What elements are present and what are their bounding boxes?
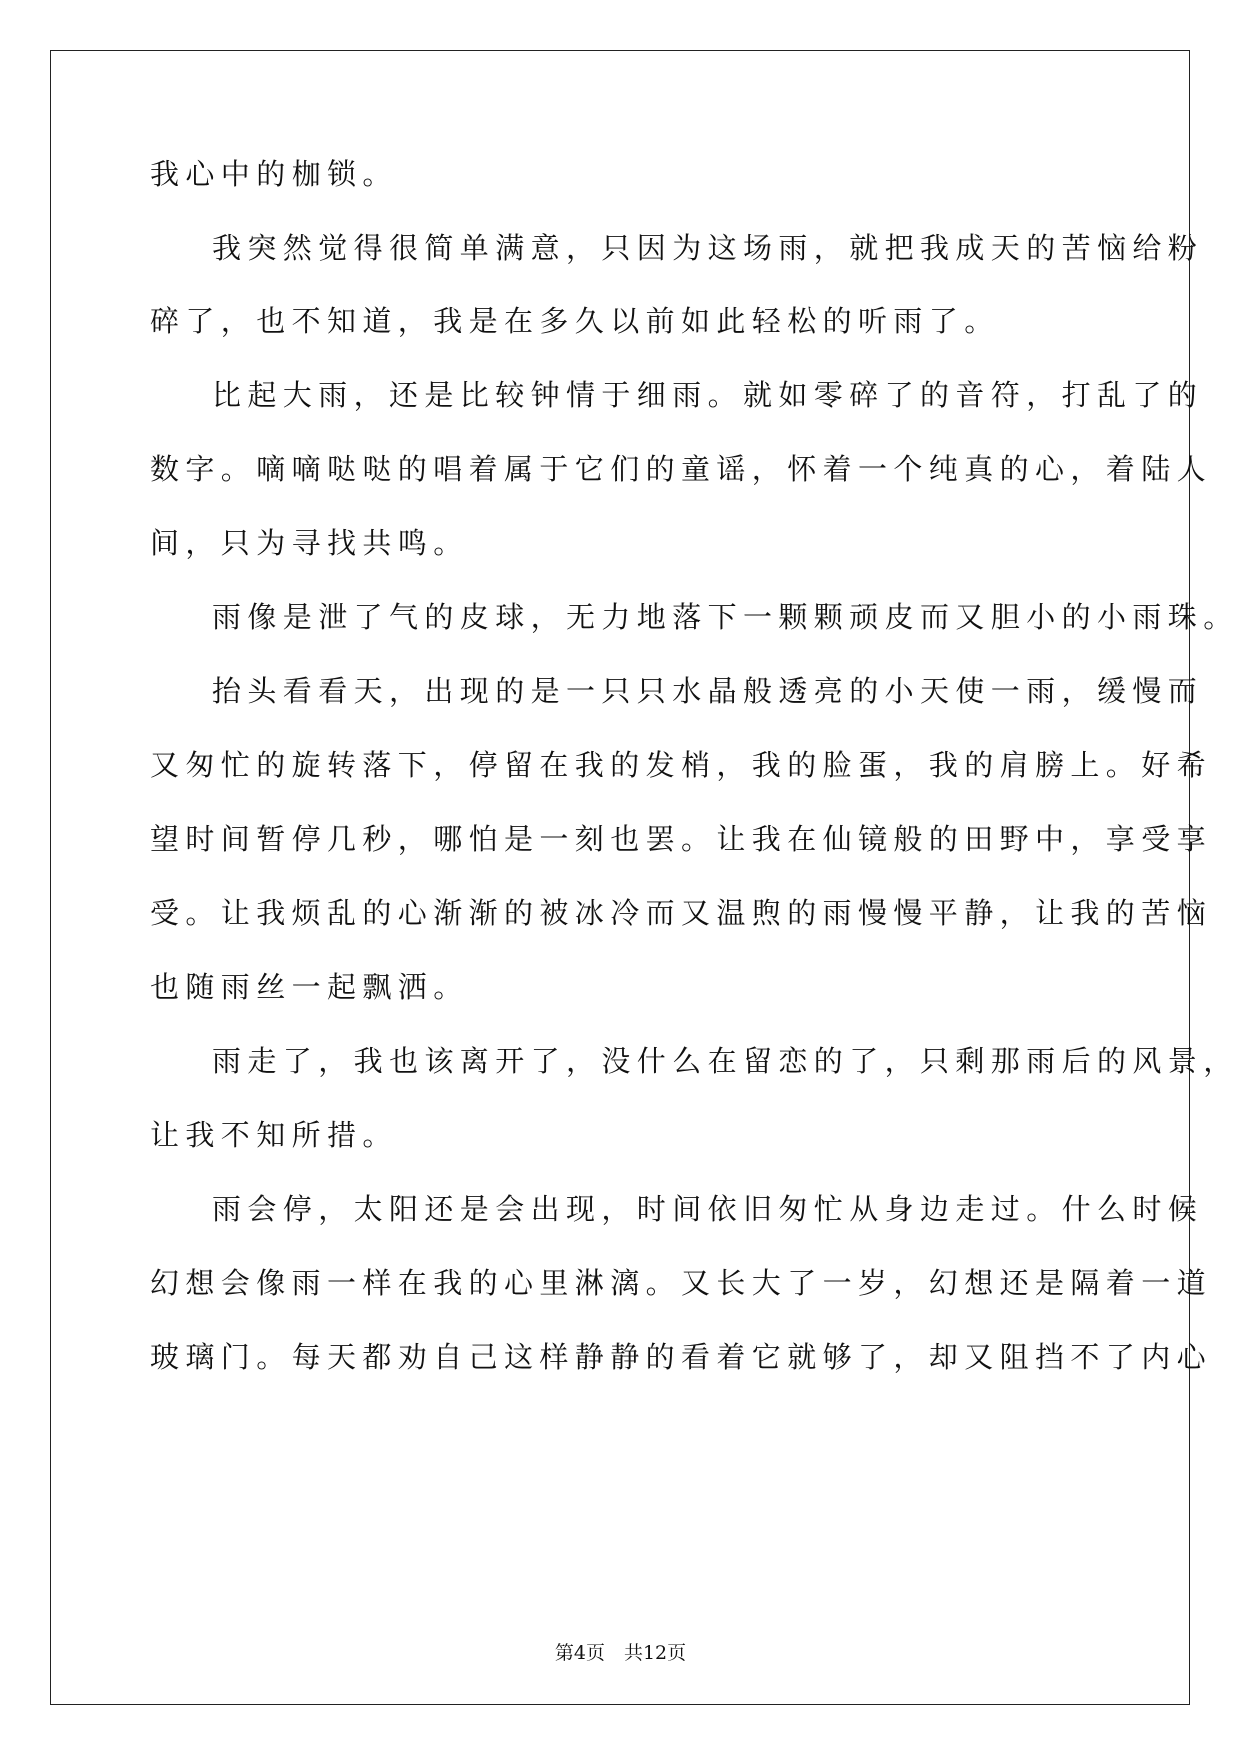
text-line: 望时间暂停几秒，哪怕是一刻也罢。让我在仙镜般的田野中，享受享 <box>150 822 1213 856</box>
text-line: 雨会停，太阳还是会出现，时间依旧匆忙从身边走过。什么时候 <box>212 1192 1204 1226</box>
text-line: 间，只为寻找共鸣。 <box>150 526 469 560</box>
page-frame <box>50 50 1190 1705</box>
text-line: 碎了，也不知道，我是在多久以前如此轻松的听雨了。 <box>150 304 1000 338</box>
text-line: 幻想会像雨一样在我的心里淋漓。又长大了一岁，幻想还是隔着一道 <box>150 1266 1213 1300</box>
text-line: 让我不知所措。 <box>150 1118 398 1152</box>
text-line: 比起大雨，还是比较钟情于细雨。就如零碎了的音符，打乱了的 <box>212 378 1204 412</box>
text-line: 抬头看看天，出现的是一只只水晶般透亮的小天使一雨，缓慢而 <box>212 674 1204 708</box>
text-line: 数字。嘀嘀哒哒的唱着属于它们的童谣，怀着一个纯真的心，着陆人 <box>150 452 1213 486</box>
text-line: 我突然觉得很简单满意，只因为这场雨，就把我成天的苦恼给粉 <box>212 231 1204 265</box>
text-line: 受。让我烦乱的心渐渐的被冰冷而又温煦的雨慢慢平静，让我的苦恼 <box>150 896 1213 930</box>
page-number-footer: 第4页 共12页 <box>554 1642 687 1664</box>
text-line: 玻璃门。每天都劝自己这样静静的看着它就够了，却又阻挡不了内心 <box>150 1340 1213 1374</box>
text-line: 又匆忙的旋转落下，停留在我的发梢，我的脸蛋，我的肩膀上。好希 <box>150 748 1213 782</box>
text-line: 雨走了，我也该离开了，没什么在留恋的了，只剩那雨后的风景， <box>212 1044 1239 1078</box>
text-line: 也随雨丝一起飘洒。 <box>150 970 469 1004</box>
text-line: 雨像是泄了气的皮球，无力地落下一颗颗顽皮而又胆小的小雨珠。 <box>212 600 1239 634</box>
text-line: 我心中的枷锁。 <box>150 157 398 191</box>
